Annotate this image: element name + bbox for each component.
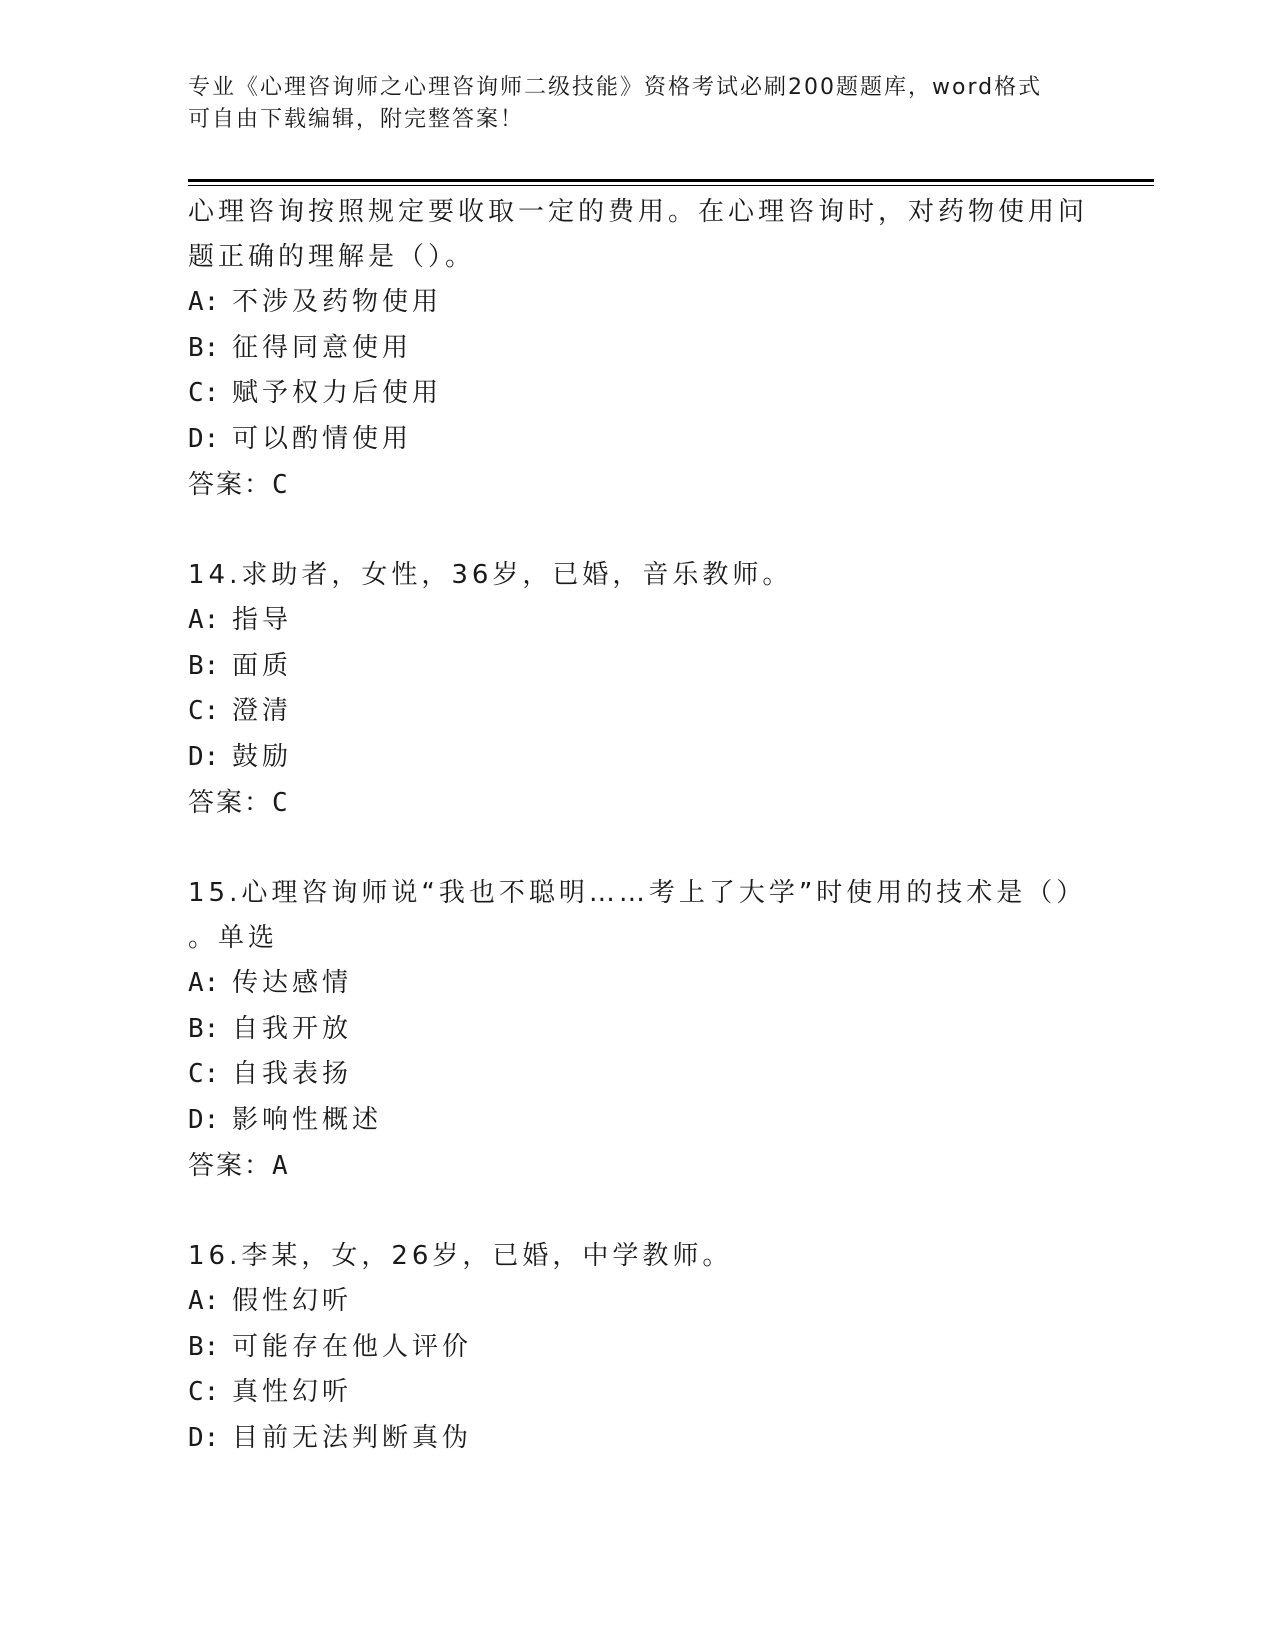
option-b: [188, 326, 1088, 372]
header-divider-thick: [188, 179, 1154, 182]
option-letter: A:: [188, 605, 220, 635]
question-item: [188, 190, 1088, 508]
header-line-2: 可自由下载编辑，附完整答案！: [188, 107, 525, 132]
option-a: [188, 961, 1088, 1007]
option-letter: B:: [188, 1013, 220, 1044]
option-a: [188, 1279, 1088, 1325]
option-text: 自我表扬: [232, 1059, 353, 1089]
option-b: [188, 1007, 1088, 1053]
option-text: 不涉及药物使用: [232, 287, 443, 317]
option-letter: C:: [188, 696, 220, 726]
option-text: 自我开放: [232, 1013, 353, 1044]
question-item: [188, 1234, 1088, 1461]
option-letter: D:: [188, 1422, 220, 1453]
option-text: 传达感情: [232, 968, 353, 998]
option-text: 赋予权力后使用: [232, 378, 443, 408]
option-b: [188, 1325, 1088, 1371]
answer-value: A: [272, 1151, 288, 1181]
question-stem-line: 。单选: [188, 923, 279, 953]
option-c: [188, 1370, 1088, 1416]
answer-line: [188, 1143, 1088, 1189]
question-stem-line: 题正确的理解是（）。: [188, 242, 476, 272]
option-text: 征得同意使用: [232, 332, 413, 363]
option-text: 指导: [232, 605, 293, 635]
option-d: [188, 417, 1088, 463]
option-letter: C:: [188, 378, 220, 408]
question-item: [188, 871, 1088, 1189]
option-text: 澄清: [232, 696, 293, 726]
answer-label: 答案：: [188, 788, 273, 818]
option-a: [188, 280, 1088, 326]
answer-line: [188, 462, 1088, 508]
option-letter: A:: [188, 1286, 220, 1316]
answer-value: C: [272, 470, 288, 500]
option-text: 可能存在他人评价: [232, 1331, 473, 1362]
answer-label: 答案：: [188, 1151, 273, 1181]
option-letter: A:: [188, 287, 220, 317]
option-c: [188, 689, 1088, 735]
option-text: 面质: [232, 650, 293, 681]
question-spacer: [188, 1189, 1088, 1234]
question-stem-line: 16.李某，女，26岁，已婚，中学教师。: [188, 1241, 733, 1271]
option-letter: C:: [188, 1377, 220, 1407]
question-stem-line: 心理咨询按照规定要收取一定的费用。在心理咨询时，对药物使用问: [188, 197, 1089, 227]
answer-line: [188, 780, 1088, 826]
option-letter: D:: [188, 423, 220, 454]
header-divider-thin: [188, 185, 1154, 186]
question-stem-line: 14.求助者，女性，36岁，已婚，音乐教师。: [188, 560, 793, 590]
option-c: [188, 1052, 1088, 1098]
option-letter: B:: [188, 1331, 220, 1362]
answer-label: 答案：: [188, 470, 273, 500]
question-spacer: [188, 508, 1088, 553]
document-header: [188, 72, 1088, 136]
question-stem-line: 15.心理咨询师说“我也不聪明……考上了大学”时使用的技术是（）: [188, 878, 1087, 908]
option-d: [188, 1098, 1088, 1144]
option-text: 假性幻听: [232, 1286, 353, 1316]
question-item: [188, 553, 1088, 826]
question-list: [188, 190, 1088, 1461]
option-letter: B:: [188, 332, 220, 363]
option-letter: C:: [188, 1059, 220, 1089]
option-text: 可以酌情使用: [232, 423, 413, 454]
option-letter: D:: [188, 1104, 220, 1135]
option-c: [188, 371, 1088, 417]
option-text: 目前无法判断真伪: [232, 1422, 473, 1453]
option-b: [188, 644, 1088, 690]
option-a: [188, 598, 1088, 644]
header-line-1: 专业《心理咨询师之心理咨询师二级技能》资格考试必刷200题题库，word格式: [188, 75, 1043, 100]
option-text: 鼓励: [232, 741, 293, 772]
option-d: [188, 735, 1088, 781]
question-spacer: [188, 826, 1088, 871]
option-text: 真性幻听: [232, 1377, 353, 1407]
option-d: [188, 1416, 1088, 1462]
option-letter: D:: [188, 741, 220, 772]
option-letter: B:: [188, 650, 220, 681]
answer-value: C: [272, 788, 288, 818]
option-letter: A:: [188, 968, 220, 998]
option-text: 影响性概述: [232, 1104, 383, 1135]
